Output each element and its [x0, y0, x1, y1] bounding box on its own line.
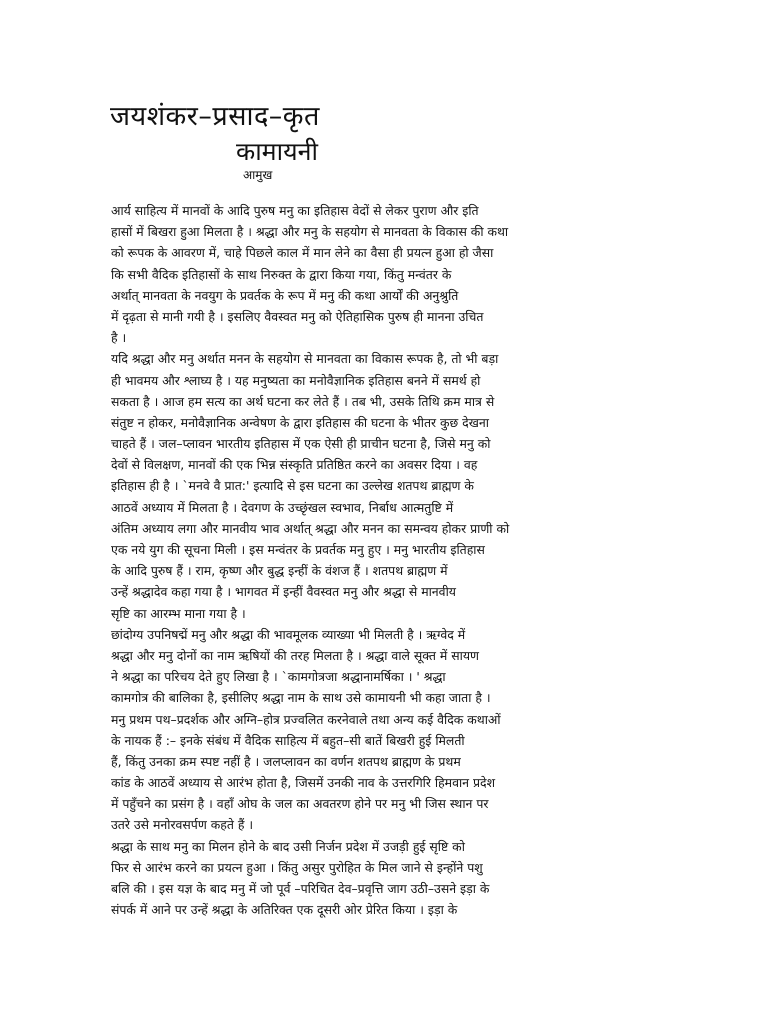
text-line: है ।: [111, 330, 127, 346]
text-line: उन्हें श्रद्धादेव कहा गया है । भागवत में इन्हीं वैवस्वत मनु और श्रद्धा से मानवीय: [111, 584, 456, 600]
text-line: हासों में बिखरा हुआ मिलता है । श्रद्धा और मनु के सहयोग से मानवता के विकास की कथा: [111, 224, 509, 240]
text-line: के नायक हैं :– इनके संबंध में वैदिक साहित्य में बहुत–सी बातें बिखरी हुई मिलती: [111, 732, 465, 748]
text-line: इतिहास ही है । `मनवे वै प्रात:' इत्यादि से इस घटना का उल्लेख शतपथ ब्राह्मण के: [111, 478, 474, 494]
text-line: यदि श्रद्धा और मनु अर्थात मनन के सहयोग से मानवता का विकास रूपक है, तो भी बड़ा: [111, 351, 499, 367]
document-title: जयशंकर–प्रसाद–कृत: [110, 101, 320, 132]
text-line: सृष्टि का आरम्भ माना गया है ।: [111, 605, 246, 621]
text-line: में दृढ़ता से मानी गयी है । इसलिए वैवस्वत मनु को ऐतिहासिक पुरुष ही मानना उचित: [111, 308, 484, 324]
text-line: के आदि पुरुष हैं । राम, कृष्ण और बुद्ध इन्हीं के वंशज हैं । शतपथ ब्राह्मण में: [111, 563, 448, 579]
text-line: छांदोग्य उपनिषद्में मनु और श्रद्धा की भावमूलक व्याख्या भी मिलती है । ऋग्वेद में: [111, 626, 466, 642]
text-line: श्रद्धा और मनु दोनों का नाम ऋषियों की तरह मिलता है । श्रद्धा वाले सूक्त में सायण: [111, 647, 479, 663]
text-line: चाहते हैं । जल–प्लावन भारतीय इतिहास में एक ऐसी ही प्राचीन घटना है, जिसे मनु को: [111, 436, 491, 452]
text-line: संतुष्ट न होकर, मनोवैज्ञानिक अन्वेषण के द्वारा इतिहास की घटना के भीतर कुछ देखना: [111, 414, 489, 430]
text-line: श्रद्धा के साथ मनु का मिलन होने के बाद उसी निर्जन प्रदेश में उजड़ी हुई सृष्टि को: [111, 838, 465, 854]
text-line: एक नये युग की सूचना मिली । इस मन्वंतर के प्रवर्तक मनु हुए । मनु भारतीय इतिहास: [111, 542, 485, 557]
text-line: कि सभी वैदिक इतिहासों के साथ निरुक्त के द्वारा किया गया, किंतु मन्वंतर के: [111, 266, 452, 282]
text-line: में पहुँचने का प्रसंग है । वहाँ ओघ के जल का अवतरण होने पर मनु भी जिस स्थान पर: [111, 796, 489, 812]
text-line: कामगोत्र की बालिका है, इसीलिए श्रद्धा नाम के साथ उसे कामायनी भी कहा जाता है ।: [111, 690, 491, 706]
text-line: आर्य साहित्य में मानवों के आदि पुरुष मनु का इतिहास वेदों से लेकर पुराण और इति: [111, 203, 479, 218]
text-line: आठवें अध्याय में मिलता है । देवगण के उच्छृंखल स्वभाव, निर्बाध आत्मतुष्टि में: [111, 499, 454, 515]
text-line: को रूपक के आवरण में, चाहे पिछले काल में मान लेने का वैसा ही प्रयत्न हुआ हो जैसा: [111, 245, 494, 261]
text-line: संपर्क में आने पर उन्हें श्रद्धा के अतिरिक्त एक दूसरी ओर प्रेरित किया । इड़ा के: [111, 902, 458, 918]
section-heading: आमुख: [243, 168, 273, 182]
text-line: अंतिम अध्याय लगा और मानवीय भाव अर्थात् श्रद्धा और मनन का समन्वय होकर प्राणी को: [111, 520, 510, 536]
text-line: फिर से आरंभ करने का प्रयत्न हुआ । किंतु असुर पुरोहित के मिल जाने से इन्होंने पशु: [111, 859, 483, 875]
text-line: हैं, किंतु उनका क्रम स्पष्ट नहीं है । जलप्लावन का वर्णन शतपथ ब्राह्मण के प्रथम: [111, 753, 461, 769]
body-text: [111, 200, 541, 920]
text-line: सकता है । आज हम सत्य का अर्थ घटना कर लेते हैं । तब भी, उसके तिथि क्रम मात्र से: [111, 393, 495, 409]
document-subtitle: कामायनी: [236, 137, 318, 166]
text-line: कांड के आठवें अध्याय से आरंभ होता है, जिसमें उनकी नाव के उत्तरगिरि हिमवान प्रदेश: [111, 775, 496, 791]
text-line: मनु प्रथम पथ–प्रदर्शक और अग्नि–होत्र प्रज्वलित करनेवाले तथा अन्य कई वैदिक कथाओं: [111, 711, 501, 727]
text-line: देवों से विलक्षण, मानवों की एक भिन्न संस्कृति प्रतिष्ठित करने का अवसर दिया । वह: [111, 457, 478, 473]
text-line: अर्थात् मानवता के नवयुग के प्रवर्तक के रूप में मनु की कथा आर्यों की अनुश्रुति: [111, 287, 459, 303]
text-line: उतरे उसे मनोरवसर्पण कहते हैं ।: [111, 817, 254, 833]
text-line: ही भावमय और श्लाघ्य है । यह मनुष्यता का मनोवैज्ञानिक इतिहास बनने में समर्थ हो: [111, 372, 481, 388]
text-line: बलि की । इस यज्ञ के बाद मनु में जो पूर्व –परिचित देव–प्रवृत्ति जाग उठी–उसने इड़ा के: [111, 881, 490, 896]
text-line: ने श्रद्धा का परिचय देते हुए लिखा है । `कामगोत्रजा श्रद्धानामर्षिका । ' श्रद्धा: [111, 669, 446, 685]
